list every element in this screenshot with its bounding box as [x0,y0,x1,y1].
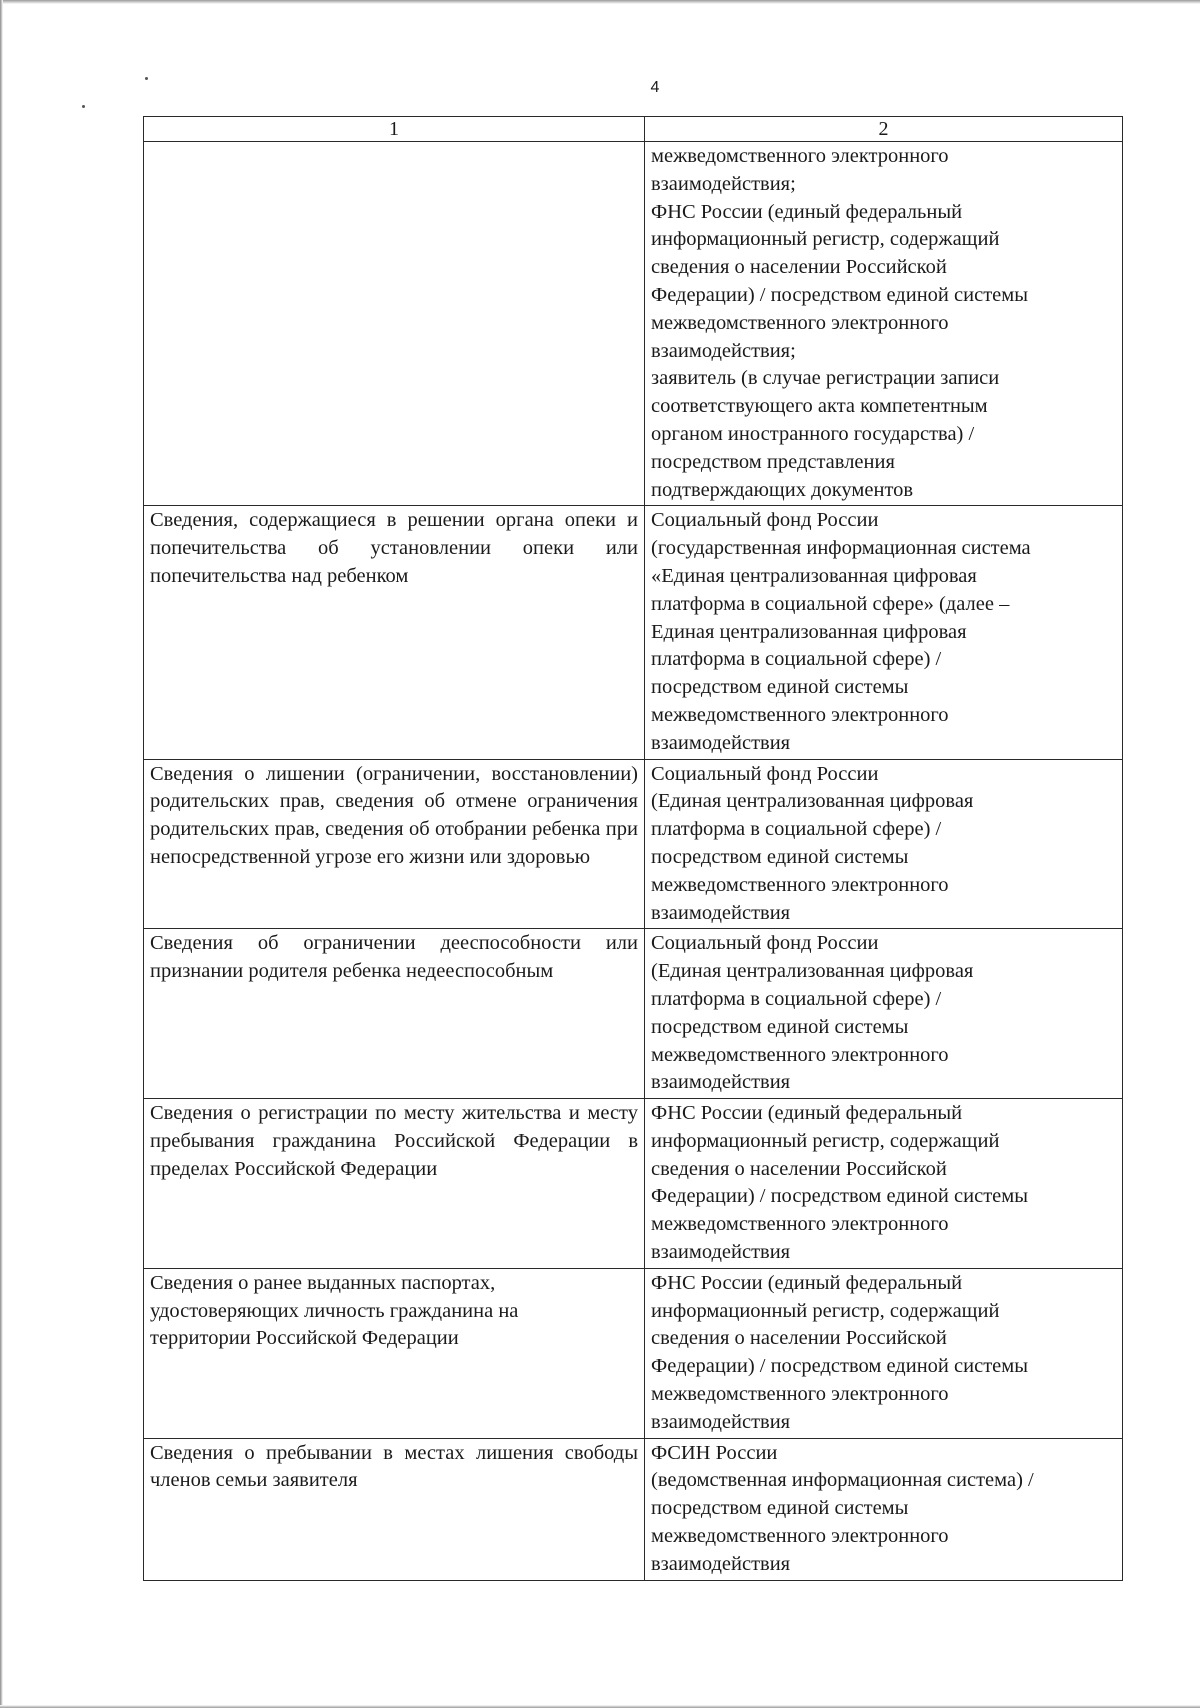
row-2-information-cell [144,506,645,759]
scan-speck [82,105,85,108]
column-header-2: 2 [645,117,1123,142]
row-2-source-text: Социальный фонд России (государственная информационная система «Единая централизованная цифровая платформа в социальной сфере» (далее – Единая централизованная цифровая платформа в социальной сфере) / посредством единой системы межведомственного электронного взаимодействия [651,509,1031,754]
row-3-information-cell [144,759,645,929]
row-1-information-cell [144,142,645,506]
table-row [144,1099,1123,1269]
column-header-1: 1 [144,117,645,142]
row-7-information-cell [144,1438,645,1580]
row-2-information-text: Сведения, содержащиеся в решении органа опеки и попечительства об установлении опеки или попечительства над ребенком [150,509,638,587]
row-6-information-cell [144,1268,645,1438]
row-3-source-text: Социальный фонд России (Единая централизованная цифровая платформа в социальной сфере) / посредством единой системы межведомственного электронного взаимодействия [651,762,974,924]
table-header-row [144,117,1123,142]
row-7-information-text: Сведения о пребывании в местах лишения свободы членов семьи заявителя [150,1441,638,1492]
table-row [144,759,1123,929]
row-6-information-text: Сведения о ранее выданных паспортах, удостоверяющих личность гражданина на территории Российской Федерации [150,1271,519,1350]
table-row [144,1438,1123,1580]
page-number: 4 [650,79,660,96]
scan-edge-left [0,0,3,1708]
table-row [144,1268,1123,1438]
row-4-information-text: Сведения об ограничении дееспособности или признании родителя ребенка недееспособным [150,932,638,983]
table-row [144,929,1123,1099]
row-5-source-text: ФНС России (единый федеральный информационный регистр, содержащий сведения о населении Российской Федерации) / посредством единой системы межведомственного электронного взаимодействия [651,1102,1028,1264]
row-6-source-text: ФНС России (единый федеральный информационный регистр, содержащий сведения о населении Российской Федерации) / посредством единой системы межведомственного электронного взаимодействия [651,1271,1028,1433]
row-1-source-cell [645,142,1123,506]
scan-speck [145,77,148,80]
row-7-source-text: ФСИН России (ведомственная информационная система) / посредством единой системы межведомственного электронного взаимодействия [651,1441,1034,1575]
table-row [144,142,1123,506]
row-4-source-text: Социальный фонд России (Единая централизованная цифровая платформа в социальной сфере) / посредством единой системы межведомственного электронного взаимодействия [651,932,974,1094]
row-4-information-cell [144,929,645,1099]
row-6-source-cell [645,1268,1123,1438]
row-7-source-cell [645,1438,1123,1580]
row-3-source-cell [645,759,1123,929]
row-4-source-cell [645,929,1123,1099]
document-table [143,116,1123,1581]
table-row [144,506,1123,759]
row-5-information-cell [144,1099,645,1269]
row-2-source-cell [645,506,1123,759]
row-5-source-cell [645,1099,1123,1269]
row-5-information-text: Сведения о регистрации по месту жительства и месту пребывания гражданина Российской Федерации в пределах Российской Федерации [150,1102,638,1180]
scan-edge-top [0,0,1200,4]
row-3-information-text: Сведения о лишении (ограничении, восстановлении) родительских прав, сведения об отмене ограничения родительских прав, сведения об отобрании ребенка при непосредственной угрозе его жизни или здоровью [150,762,638,868]
row-1-source-text: межведомственного электронного взаимодействия; ФНС России (единый федеральный информационный регистр, содержащий сведения о населении Российской Федерации) / посредством единой системы межведомственного электронного взаимодействия; заявитель (в случае регистрации записи соответствующего акта компетентным органом иностранного государства) / посредством представления подтверждающих документов [651,145,1028,501]
